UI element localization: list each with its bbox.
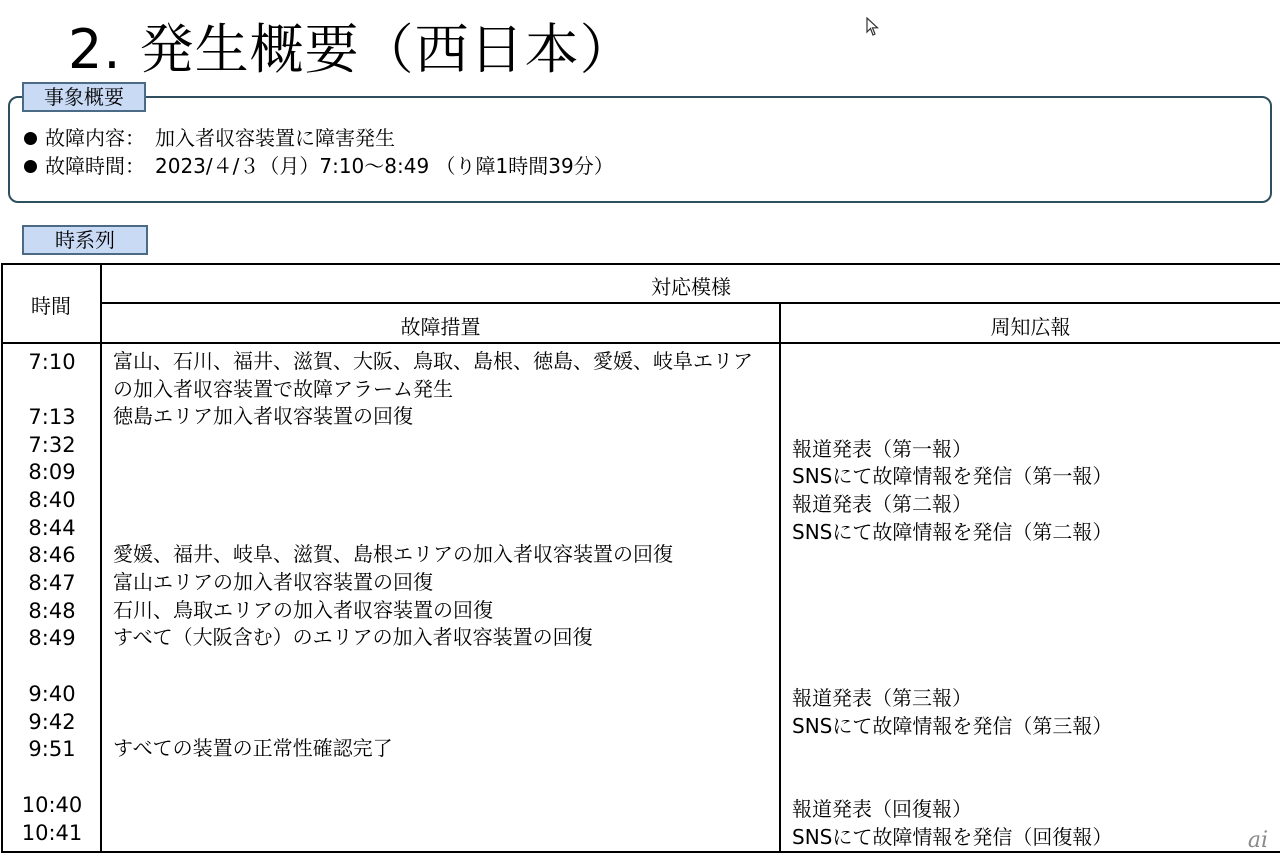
time-cell: 8:44 [28, 516, 76, 540]
pr-cell: SNSにて故障情報を発信（第一報） [792, 464, 1113, 488]
pr-cell: SNSにて故障情報を発信（第三報） [792, 714, 1113, 738]
action-cell: 徳島エリア加入者収容装置の回復 [113, 404, 413, 428]
time-cell: 8:47 [28, 571, 76, 595]
list-item [22, 152, 614, 180]
time-cell: 10:41 [21, 821, 83, 845]
bullet-icon [24, 132, 37, 145]
header-response: 対応模様 [651, 275, 731, 299]
time-cell: 7:32 [28, 433, 76, 457]
action-cell: すべて（大阪含む）のエリアの加入者収容装置の回復 [113, 625, 593, 649]
action-cell: 富山、石川、福井、滋賀、大阪、鳥取、島根、徳島、愛媛、岐阜エリア [113, 349, 753, 373]
fault-content-label: 故障内容： [45, 126, 145, 150]
pr-cell: 報道発表（第三報） [792, 686, 972, 710]
time-cell: 10:40 [21, 793, 83, 817]
pr-cell: 報道発表（第二報） [792, 492, 972, 516]
action-cell: すべての装置の正常性確認完了 [113, 736, 393, 760]
event-summary-list [22, 124, 614, 180]
time-cell: 8:09 [28, 460, 76, 484]
pr-cell: 報道発表（第一報） [792, 437, 972, 461]
header-action: 故障措置 [400, 315, 481, 339]
time-cell: 8:40 [28, 488, 76, 512]
time-cell: 8:48 [28, 599, 76, 623]
time-cell: 9:42 [28, 710, 76, 734]
fault-time-label: 故障時間： [45, 154, 145, 178]
time-cell: 8:49 [28, 626, 76, 650]
time-cell: 8:46 [28, 543, 76, 567]
action-cell: 石川、鳥取エリアの加入者収容装置の回復 [113, 598, 493, 622]
timeline-tag: 時系列 [22, 225, 148, 255]
list-item [22, 124, 614, 152]
action-cell: の加入者収容装置で故障アラーム発生 [113, 377, 453, 401]
header-pr: 周知広報 [990, 315, 1071, 339]
table-divider [779, 302, 781, 853]
table-divider [1, 342, 1280, 344]
mouse-cursor-icon [866, 17, 880, 37]
event-summary-tag: 事象概要 [22, 82, 146, 112]
time-cell: 9:51 [28, 737, 76, 761]
fault-time-value: 2023/４/３（月）7:10～8:49 （り障1時間39分） [155, 154, 614, 178]
time-cell: 9:40 [28, 682, 76, 706]
table-divider [100, 302, 1280, 304]
action-cell: 富山エリアの加入者収容装置の回復 [113, 570, 433, 594]
time-cell: 7:10 [28, 350, 76, 374]
action-cell: 愛媛、福井、岐阜、滋賀、島根エリアの加入者収容装置の回復 [113, 542, 673, 566]
pr-cell: SNSにて故障情報を発信（回復報） [792, 825, 1113, 849]
page-title: 2. 発生概要（西日本） [68, 18, 635, 81]
bullet-icon [24, 160, 37, 173]
header-time: 時間 [31, 294, 71, 318]
pr-cell: SNSにて故障情報を発信（第二報） [792, 520, 1113, 544]
pr-cell: 報道発表（回復報） [792, 797, 972, 821]
fault-content-value: 加入者収容装置に障害発生 [155, 126, 395, 150]
watermark-logo: ai [1247, 828, 1268, 853]
time-cell: 7:13 [28, 405, 76, 429]
